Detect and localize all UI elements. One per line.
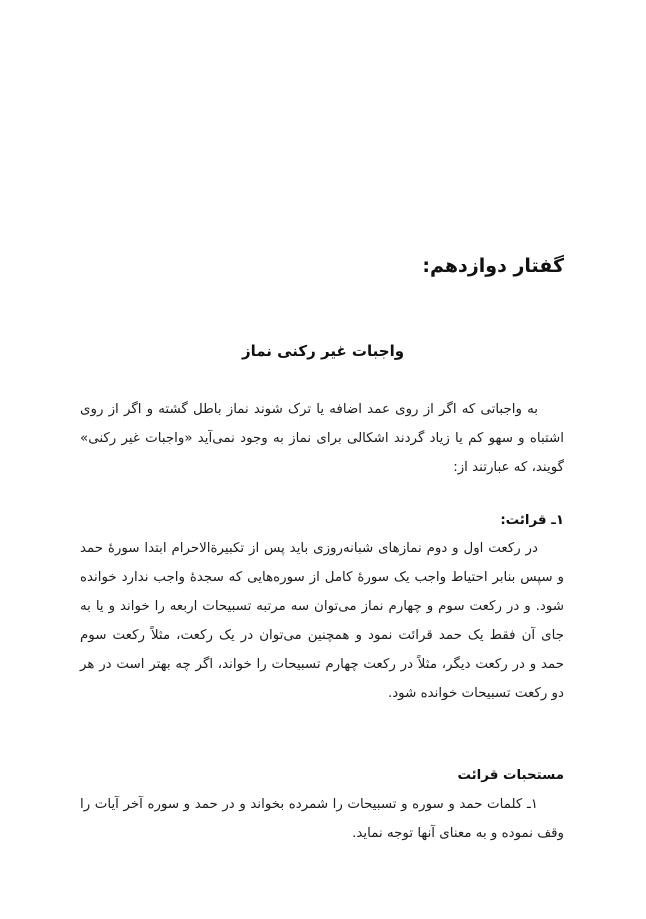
chapter-title: گفتار دوازدهم: xyxy=(422,255,564,277)
qiraat-paragraph xyxy=(80,534,564,708)
section-title: واجبات غیر رکنی نماز xyxy=(241,342,405,360)
intro-paragraph xyxy=(80,395,564,482)
mustahabbat-heading: مستحبات قرائت xyxy=(457,768,564,783)
mustahabbat-paragraph-text: ۱ـ کلمات حمد و سوره و تسبیحات را شمرده بخواند و در حمد و سوره آخر آیات را وقف نموده و به معنای آنها توجه نماید. xyxy=(80,797,564,841)
qiraat-paragraph-text: در رکعت اول و دوم نمازهای شبانه‌روزی باید پس از تکبیرةالاحرام ابتدا سورهٔ حمد و سپس بنابر احتیاط واجب یک سورهٔ کامل از سوره‌هایی که سجدهٔ واجب ندارد خوانده شود. و در رکعت سوم و چهارم نماز می‌توان سه مرتبه تسبیحات اربعه را خواند و یا به جای آن فقط یک حمد قرائت نمود و همچنین می‌توان در یک رکعت، مثلاً رکعت سوم حمد و در رکعت دیگر، مثلاً در رکعت چهارم تسبیحات را خواند، اگر چه بهتر است در هر دو رکعت تسبیحات خوانده شود. xyxy=(80,541,564,701)
mustahabbat-paragraph xyxy=(80,790,564,848)
intro-paragraph-text: به واجباتی که اگر از روی عمد اضافه یا ترک شوند نماز باطل گشته و اگر از روی اشتباه و سهو کم یا زیاد گردند اشکالی برای نماز به وجود نمی‌آید «واجبات غیر رکنی» گویند، که عبارتند از: xyxy=(80,402,564,475)
qiraat-heading: ۱ـ قرائت: xyxy=(500,513,564,528)
